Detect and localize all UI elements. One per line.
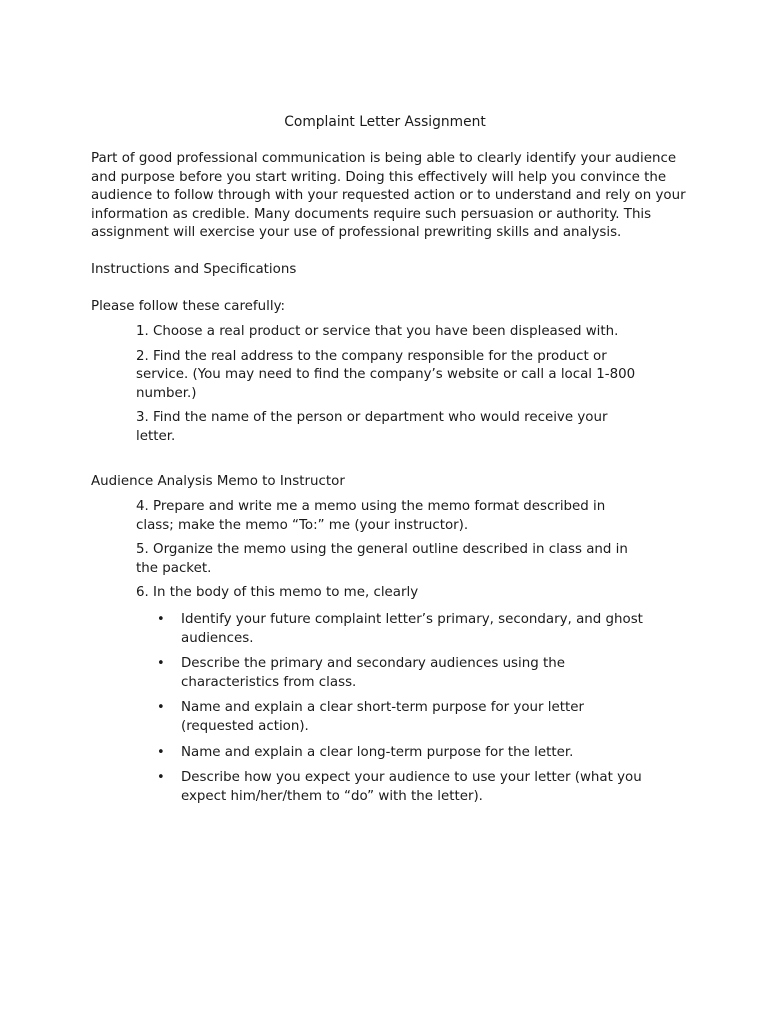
intro-text: Part of good professional communication is being able to clearly identify your audience and purpose before you start writing. Doing this effectively will help you convince the audience to follow through with your requested action or to understand and rely on your information as credible. Many documents require such persuasion or authority. This assignment will exercise your use of professional prewriting skills and analysis. — [91, 151, 686, 241]
step-2: 2. Find the real address to the company responsible for the product or service. (You may need to find the company’s website or call a local 1-800 number.) — [136, 348, 636, 401]
step-4: 4. Prepare and write me a memo using the memo format described in class; make the memo “To:” me (your instructor). — [136, 499, 606, 533]
instructions-lead: Please follow these carefully: — [91, 299, 286, 314]
memo-heading: Audience Analysis Memo to Instructor — [91, 474, 345, 489]
bullet-text: Name and explain a clear long-term purpose for the letter. — [181, 744, 574, 760]
step-5: 5. Organize the memo using the general outline described in class and in the packet. — [136, 542, 628, 576]
memo-bullets — [157, 611, 651, 813]
bullet-text: Identify your future complaint letter’s primary, secondary, and ghost audiences. — [181, 612, 643, 646]
step-1: 1. Choose a real product or service that you have been displeased with. — [136, 324, 619, 339]
bullet-text: Describe how you expect your audience to use your letter (what you expect him/her/them to “do” with the letter). — [181, 770, 642, 804]
bullet-item — [157, 699, 651, 736]
instructions-heading: Instructions and Specifications — [91, 262, 297, 277]
intro-paragraph — [91, 150, 691, 243]
bullet-item — [157, 744, 651, 763]
document-title: Complaint Letter Assignment — [284, 114, 486, 130]
bullet-text: Describe the primary and secondary audiences using the characteristics from class. — [181, 656, 565, 690]
bullet-icon: • — [157, 656, 165, 672]
bullet-item — [157, 611, 651, 648]
bullet-text: Name and explain a clear short-term purpose for your letter (requested action). — [181, 700, 584, 734]
bullet-icon: • — [157, 612, 165, 627]
step-6: 6. In the body of this memo to me, clearly — [136, 585, 419, 601]
bullet-icon: • — [157, 700, 165, 716]
bullet-icon: • — [157, 744, 165, 760]
instructions-steps — [136, 323, 646, 453]
bullet-icon: • — [157, 770, 165, 786]
bullet-item — [157, 655, 651, 692]
step-3: 3. Find the name of the person or department who would receive your letter. — [136, 410, 608, 444]
memo-steps — [136, 498, 646, 609]
bullet-item — [157, 769, 651, 806]
